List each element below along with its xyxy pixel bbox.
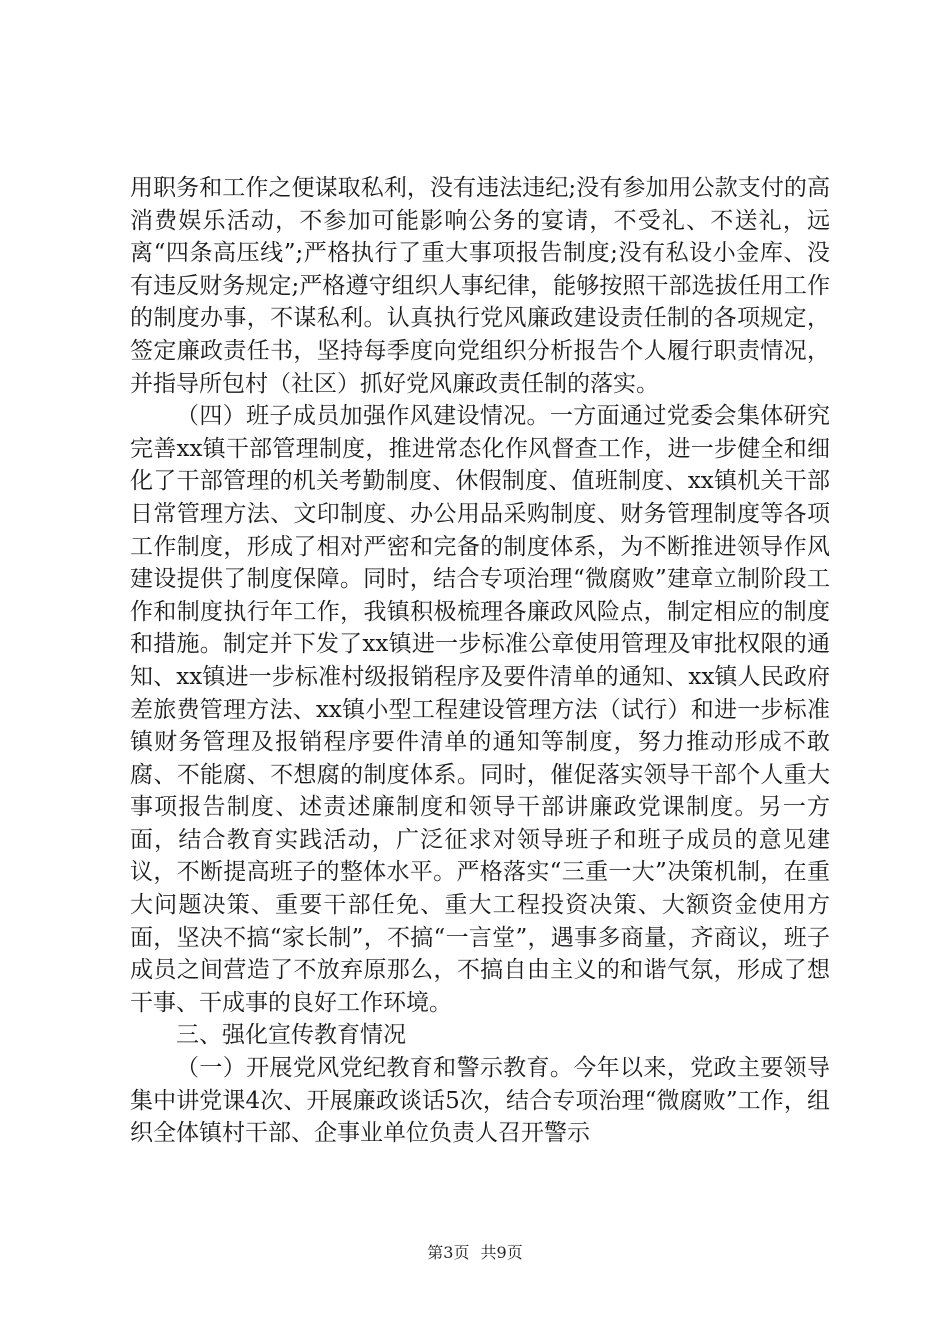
paragraph-section-4: （四）班子成员加强作风建设情况。一方面通过党委会集体研究完善xx镇干部管理制度，推进常态化作风督查工作，进一步健全和细化了干部管理的机关考勤制度、休假制度、值班制度、xx镇机关干部日常管理方法、文印制度、办公用品采购制度、财务管理制度等各项工作制度，形成了相对严密和完备的制度体系，为不断推进领导作风建设提供了制度保障。同时，结合专项治理“微腐败”建章立制阶段工作和制度执行年工作，我镇积极梳理各廉政风险点，制定相应的制度和措施。制定并下发了xx镇进一步标准公章使用管理及审批权限的通知、xx镇进一步标准村级报销程序及要件清单的通知、xx镇人民政府差旅费管理方法、xx镇小型工程建设管理方法（试行）和进一步标准镇财务管理及报销程序要件清单的通知等制度，努力推动形成不敢腐、不能腐、不想腐的制度体系。同时，催促落实领导干部个人重大事项报告制度、述责述廉制度和领导干部讲廉政党课制度。另一方面，结合教育实践活动，广泛征求对领导班子和班子成员的意见建议，不断提高班子的整体水平。严格落实“三重一大”决策机制，在重大问题决策、重要干部任免、重大工程投资决策、大额资金使用方面，坚决不搞“家长制”，不搞“一言堂”，遇事多商量，齐商议，班子成员之间营造了不放弃原那么，不搞自由主义的和谐气氛，形成了想干事、干成事的良好工作环境。 [130, 403, 830, 1016]
page-footer [0, 1240, 950, 1263]
page-total: 共9页 [480, 1243, 523, 1262]
paragraph-continuation: 用职务和工作之便谋取私利，没有违法违纪;没有参加用公款支付的高消费娱乐活动，不参加可能影响公务的宴请，不受礼、不送礼，远离“四条高压线”;严格执行了重大事项报告制度;没有私设小金库、没有违反财务规定;严格遵守组织人事纪律，能够按照干部选拔任用工作的制度办事，不谋私利。认真执行党风廉政建设责任制的各项规定，签定廉政责任书，坚持每季度向党组织分析报告个人履行职责情况，并指导所包村（社区）抓好党风廉政责任制的落实。 [130, 175, 830, 397]
page-number: 第3页 [427, 1243, 470, 1262]
paragraph-section-3-1: （一）开展党风党纪教育和警示教育。今年以来，党政主要领导集中讲党课4次、开展廉政谈话5次，结合专项治理“微腐败”工作，组织全体镇村干部、企事业单位负责人召开警示 [130, 1055, 830, 1147]
document-body [130, 172, 830, 1150]
section-heading-3: 三、强化宣传教育情况 [176, 1022, 406, 1049]
